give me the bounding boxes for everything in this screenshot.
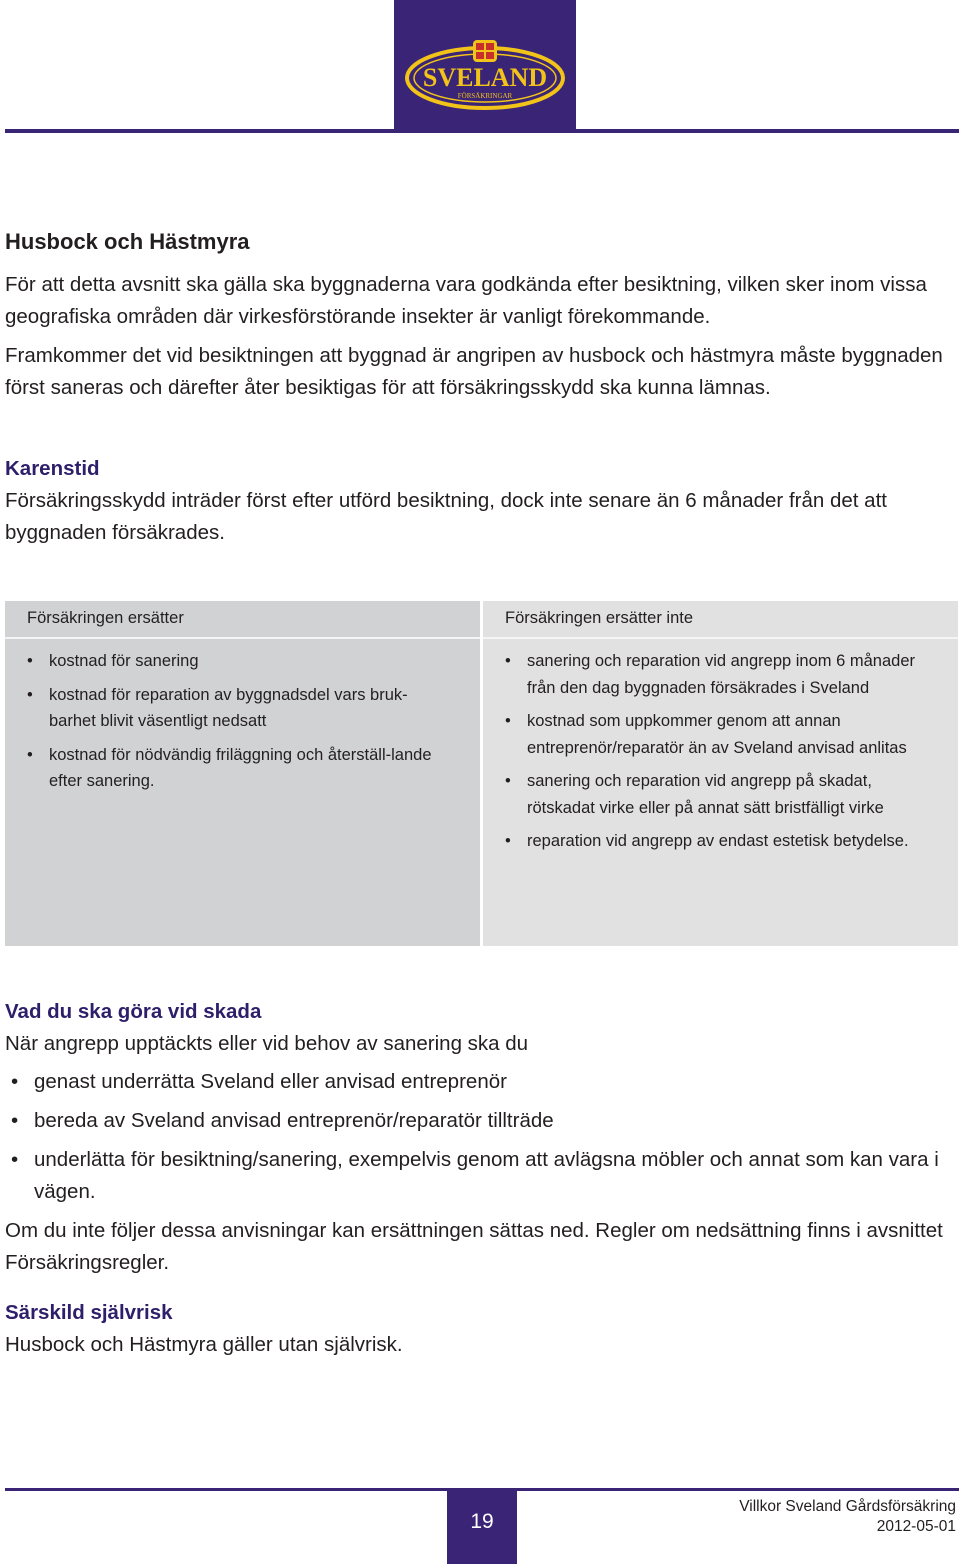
- footer-info: [739, 1497, 956, 1537]
- footer-date: 2012-05-01: [876, 1518, 956, 1535]
- footer-doc-title: Villkor Sveland Gårdsförsäkring: [739, 1498, 956, 1515]
- infestation-paragraph: Framkommer det vid besiktningen att byggnad är angripen av husbock och hästmyra måste byggnaden först saneras och därefter åter besiktigas för att försäkringsskydd ska kunna lämnas.: [5, 344, 943, 399]
- not-covered-header: [483, 601, 958, 639]
- karenstid-heading: Karenstid: [5, 457, 100, 480]
- list-item: • bereda av Sveland anvisad entreprenör/reparatör tillträde: [5, 1105, 940, 1137]
- not-covered-header-label: Försäkringen ersätter inte: [505, 609, 694, 627]
- list-item: • reparation vid angrepp av endast estetisk betydelse.: [505, 828, 940, 855]
- header-divider: [5, 129, 959, 133]
- sveland-logo: [403, 38, 567, 112]
- covered-list: [27, 648, 447, 802]
- karenstid-text: Försäkringsskydd inträder först efter utförd besiktning, dock inte senare än 6 månader från det att byggnaden försäkrades.: [5, 489, 887, 544]
- list-item: • kostnad för sanering: [27, 648, 447, 675]
- deductible-text: Husbock och Hästmyra gäller utan självrisk.: [5, 1333, 403, 1356]
- list-item: • kostnad för reparation av byggnadsdel vars bruk-barhet blivit väsentligt nedsatt: [27, 682, 447, 735]
- section-title: Husbock och Hästmyra: [5, 229, 250, 254]
- covered-header: [5, 601, 480, 639]
- list-item: • kostnad för nödvändig friläggning och återställ-lande efter sanering.: [27, 742, 447, 795]
- covered-header-label: Försäkringen ersätter: [27, 609, 184, 627]
- logo-block: [394, 0, 576, 130]
- logo-wordmark: SVELAND: [422, 63, 548, 92]
- list-item: • sanering och reparation vid angrepp på skadat, rötskadat virke eller på annat sätt bristfälligt virke: [505, 768, 940, 821]
- list-item: • genast underrätta Sveland eller anvisad entreprenör: [5, 1066, 940, 1098]
- list-item: • sanering och reparation vid angrepp inom 6 månader från den dag byggnaden försäkrades i Sveland: [505, 648, 940, 701]
- page-number: 19: [447, 1490, 517, 1564]
- damage-steps-list: [5, 1066, 940, 1215]
- deductible-heading: Särskild självrisk: [5, 1301, 173, 1324]
- damage-note: Om du inte följer dessa anvisningar kan ersättningen sättas ned. Regler om nedsättning finns i avsnittet Försäkringsregler.: [5, 1219, 943, 1274]
- damage-intro: När angrepp upptäckts eller vid behov av sanering ska du: [5, 1032, 529, 1055]
- list-item: • underlätta för besiktning/sanering, exempelvis genom att avlägsna möbler och annat som kan vara i vägen.: [5, 1144, 940, 1207]
- not-covered-list: [505, 648, 940, 862]
- covered-column: [5, 601, 480, 946]
- intro-paragraph: För att detta avsnitt ska gälla ska byggnaderna vara godkända efter besiktning, vilken sker inom vissa geografiska områden där virkesförstörande insekter är vanligt förekommande.: [5, 273, 927, 328]
- list-item: • kostnad som uppkommer genom att annan entreprenör/reparatör än av Sveland anvisad anlitas: [505, 708, 940, 761]
- not-covered-column: [483, 601, 958, 946]
- logo-subtitle: FÖRSÄKRINGAR: [457, 92, 513, 100]
- damage-heading: Vad du ska göra vid skada: [5, 1000, 262, 1023]
